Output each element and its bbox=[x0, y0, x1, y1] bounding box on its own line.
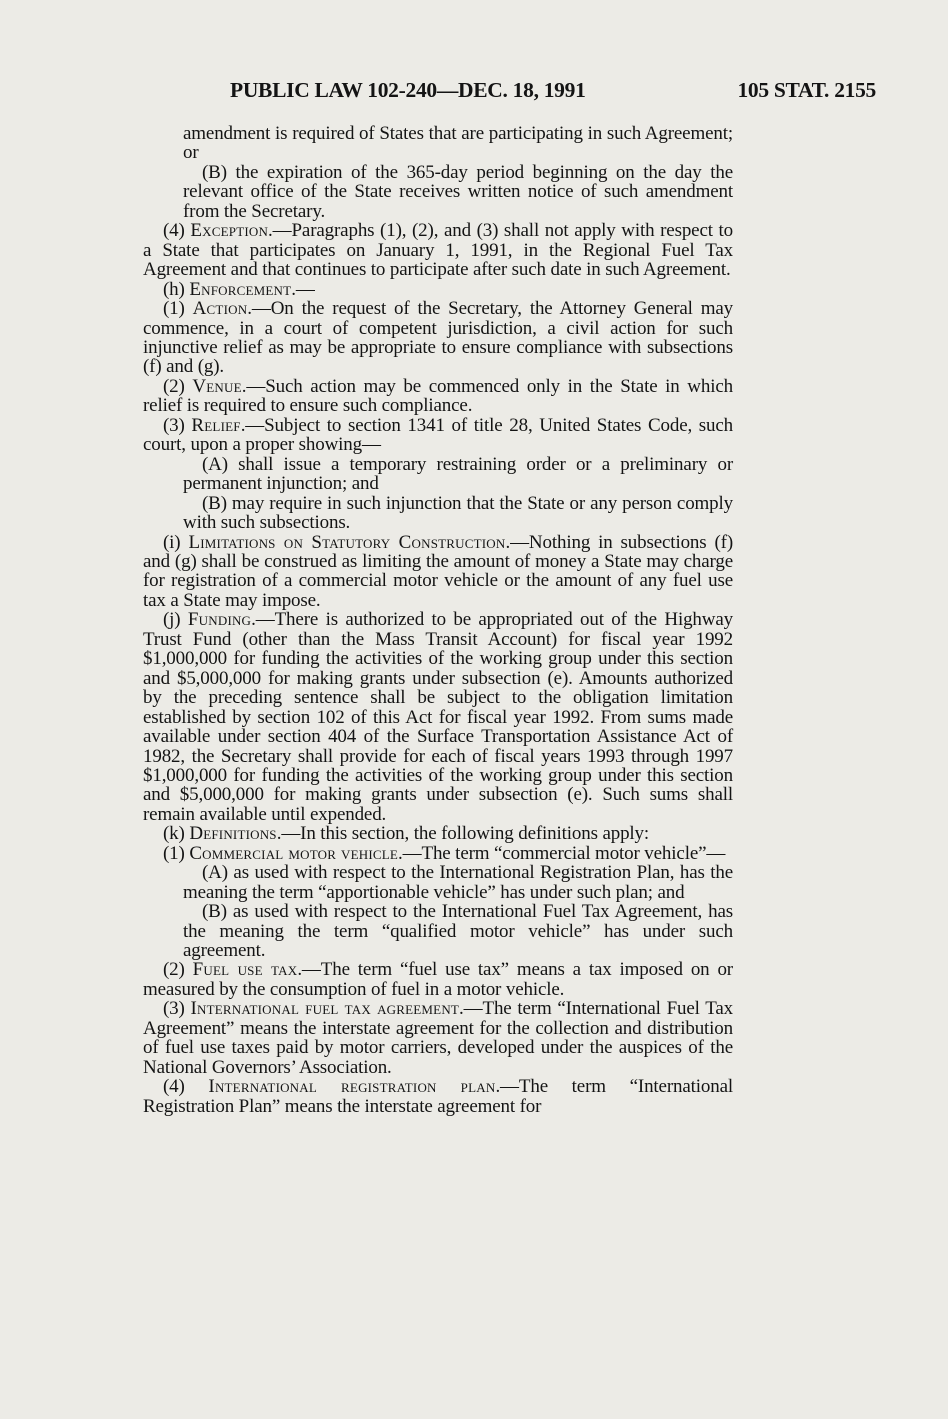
paragraph-4-exception: (4) Exception.—Paragraphs (1), (2), and (3) shall not apply with respect to a State that participates on January 1, 1991, in the Regional Fuel Tax Agreement and that continues to participate after such date in such Agreement. bbox=[143, 220, 733, 281]
subsection-j-funding: (j) Funding.—There is authorized to be appropriated out of the Highway Trust Fund (other than the Mass Transit Account) for fiscal year 1992 $1,000,000 for funding the activities of the working group under this section and $5,000,000 for making grants under subsection (e). Amounts authorized by the preceding sentence shall be subject to the obligation limitation established by section 102 of this Act for fiscal year 1992. From sums made available under section 404 of the Surface Transportation Assistance Act of 1982, the Secretary shall provide for each of fiscal years 1993 through 1997 $1,000,000 for funding the activities of the working group under this section and $5,000,000 for making grants under subsection (e). Such sums shall remain available until expended. bbox=[143, 609, 733, 825]
definition-international-registration-plan: (4) International registration plan.—The term “International Registration Plan” means the interstate agreement for bbox=[143, 1076, 734, 1117]
paragraph-1-action: (1) Action.—On the request of the Secretary, the Attorney General may commence, in a court of competent jurisdiction, a civil action for such injunctive relief as may be appropriate to ensure compliance with subsections (f) and (g). bbox=[143, 298, 733, 378]
subsection-i-limitations: (i) Limitations on Statutory Construction.—Nothing in subsections (f) and (g) shall be construed as limiting the amount of money a State may charge for registration of a commercial motor vehicle or the amount of any fuel use tax a State may impose. bbox=[143, 531, 734, 611]
clause-a-registration-plan: (A) as used with respect to the International Registration Plan, has the meaning the term “apportionable vehicle” has under such plan; and bbox=[183, 862, 733, 903]
definition-commercial-motor-vehicle: (1) Commercial motor vehicle.—The term “commercial motor vehicle”— bbox=[163, 842, 726, 864]
running-header bbox=[0, 78, 948, 108]
law-citation: PUBLIC LAW 102-240—DEC. 18, 1991 bbox=[230, 78, 586, 102]
document-body bbox=[143, 124, 733, 1116]
paragraph-2-venue: (2) Venue.—Such action may be commenced only in the State in which relief is required to ensure such compliance. bbox=[143, 375, 733, 417]
statute-page-number: 105 STAT. 2155 bbox=[737, 78, 876, 102]
clause-b-injunction: (B) may require in such injunction that the State or any person comply with such subsections. bbox=[183, 492, 733, 534]
definition-fuel-use-tax: (2) Fuel use tax.—The term “fuel use tax” means a tax imposed on or measured by the consumption of fuel in a motor vehicle. bbox=[143, 959, 733, 1000]
subsection-k-definitions: (k) Definitions.—In this section, the following definitions apply: bbox=[163, 823, 650, 845]
clause-a-restraining-order: (A) shall issue a temporary restraining order or a preliminary or permanent injunction; and bbox=[183, 453, 733, 495]
clause-b-fuel-tax-agreement: (B) as used with respect to the International Fuel Tax Agreement, has the meaning the term “qualified motor vehicle” has under such agreement. bbox=[183, 901, 733, 962]
subsection-h-enforcement: (h) Enforcement.— bbox=[163, 278, 315, 300]
definition-international-fuel-tax-agreement: (3) International fuel tax agreement.—The term “International Fuel Tax Agreement” means the interstate agreement for the collection and distribution of fuel use taxes paid by motor carriers, developed under the auspices of the National Governors’ Association. bbox=[143, 998, 733, 1078]
paragraph-3-relief: (3) Relief.—Subject to section 1341 of title 28, United States Code, such court, upon a proper showing— bbox=[143, 414, 734, 456]
clause-b-expiration: (B) the expiration of the 365-day period beginning on the day the relevant office of the State receives written notice of such amendment from the Secretary. bbox=[183, 161, 733, 222]
paragraph-continuation: amendment is required of States that are participating in such Agreement; or bbox=[183, 123, 733, 164]
